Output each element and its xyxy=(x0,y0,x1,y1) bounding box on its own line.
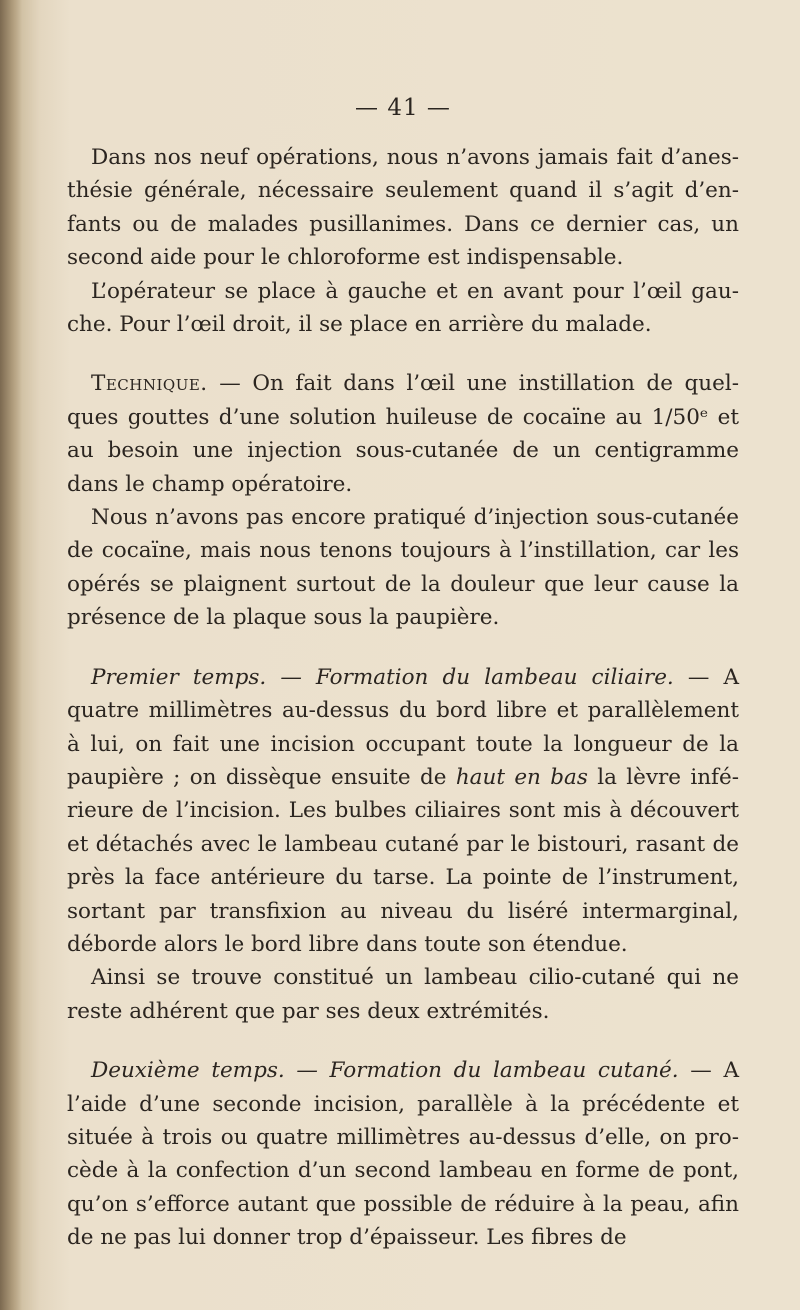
technique-text: — On fait dans l’œil une instillation de quelques gouttes d’une solution huileuse de cocaïne au 1/50ᵉ et au besoin une injection sous-cutanée de un centigramme dans le champ opératoire. xyxy=(67,371,739,497)
paragraph-second-step xyxy=(67,1054,739,1254)
second-step-heading: Deuxième temps. — Formation du lambeau cutané. xyxy=(91,1058,679,1084)
first-step-emphasis: haut en bas xyxy=(455,764,588,790)
first-step-text-a: — A quatre millimètres au-dessus du bord libre et parallèlement à lui, on fait une incision occupant toute la longueur de la paupière ; on dissèque ensuite de xyxy=(67,664,739,790)
paragraph-injection: Nous n’avons pas encore pratiqué d’injection sous-cutanée de cocaïne, mais nous tenons toujours à l’instillation, car les opérés se plaignent surtout de la douleur que leur cause la présence de la plaque sous la paupière. xyxy=(67,505,739,631)
paragraph-operator-position: L’opérateur se place à gauche et en avant pour l’œil gauche. Pour l’œil droit, il se place en arrière du malade. xyxy=(67,278,739,338)
paragraph-flap-result: Ainsi se trouve constitué un lambeau cilio-cutané qui ne reste adhérent que par ses deux extrémités. xyxy=(67,965,739,1024)
first-step-text-b: la lèvre inférieure de l’incision. Les bulbes ciliaires sont mis à découvert et détachés avec le lambeau cutané par le bistouri, rasant de près la face antérieure du tarse. La pointe de l’instrument, sortant par transfixion au niveau du liséré intermarginal, déborde alors le bord libre dans toute son étendue. xyxy=(67,764,739,957)
first-step-heading: Premier temps. — Formation du lambeau ciliaire. xyxy=(91,664,674,690)
paragraph-anesthesia: Dans nos neuf opérations, nous n’avons jamais fait d’anesthésie générale, nécessaire seulement quand il s’agit d’enfants ou de malades pusillanimes. Dans ce dernier cas, un second aide pour le chloroforme est indispensable. xyxy=(67,145,739,271)
page-number: — 41 — xyxy=(355,95,451,121)
paragraph-first-step xyxy=(67,661,739,962)
technique-heading: Technique. xyxy=(91,371,208,397)
second-step-text: — A l’aide d’une seconde incision, parallèle à la précédente et située à trois ou quatre millimètres au-dessus d’elle, on procède à la confection d’un second lambeau en forme de pont, qu’on s’efforce autant que possible de réduire à la peau, afin de ne pas lui donner trop d’épaisseur. Les fibres de xyxy=(67,1058,739,1251)
book-spine-shadow xyxy=(0,0,22,1310)
paragraph-technique xyxy=(67,367,739,501)
text-body xyxy=(67,95,739,1255)
